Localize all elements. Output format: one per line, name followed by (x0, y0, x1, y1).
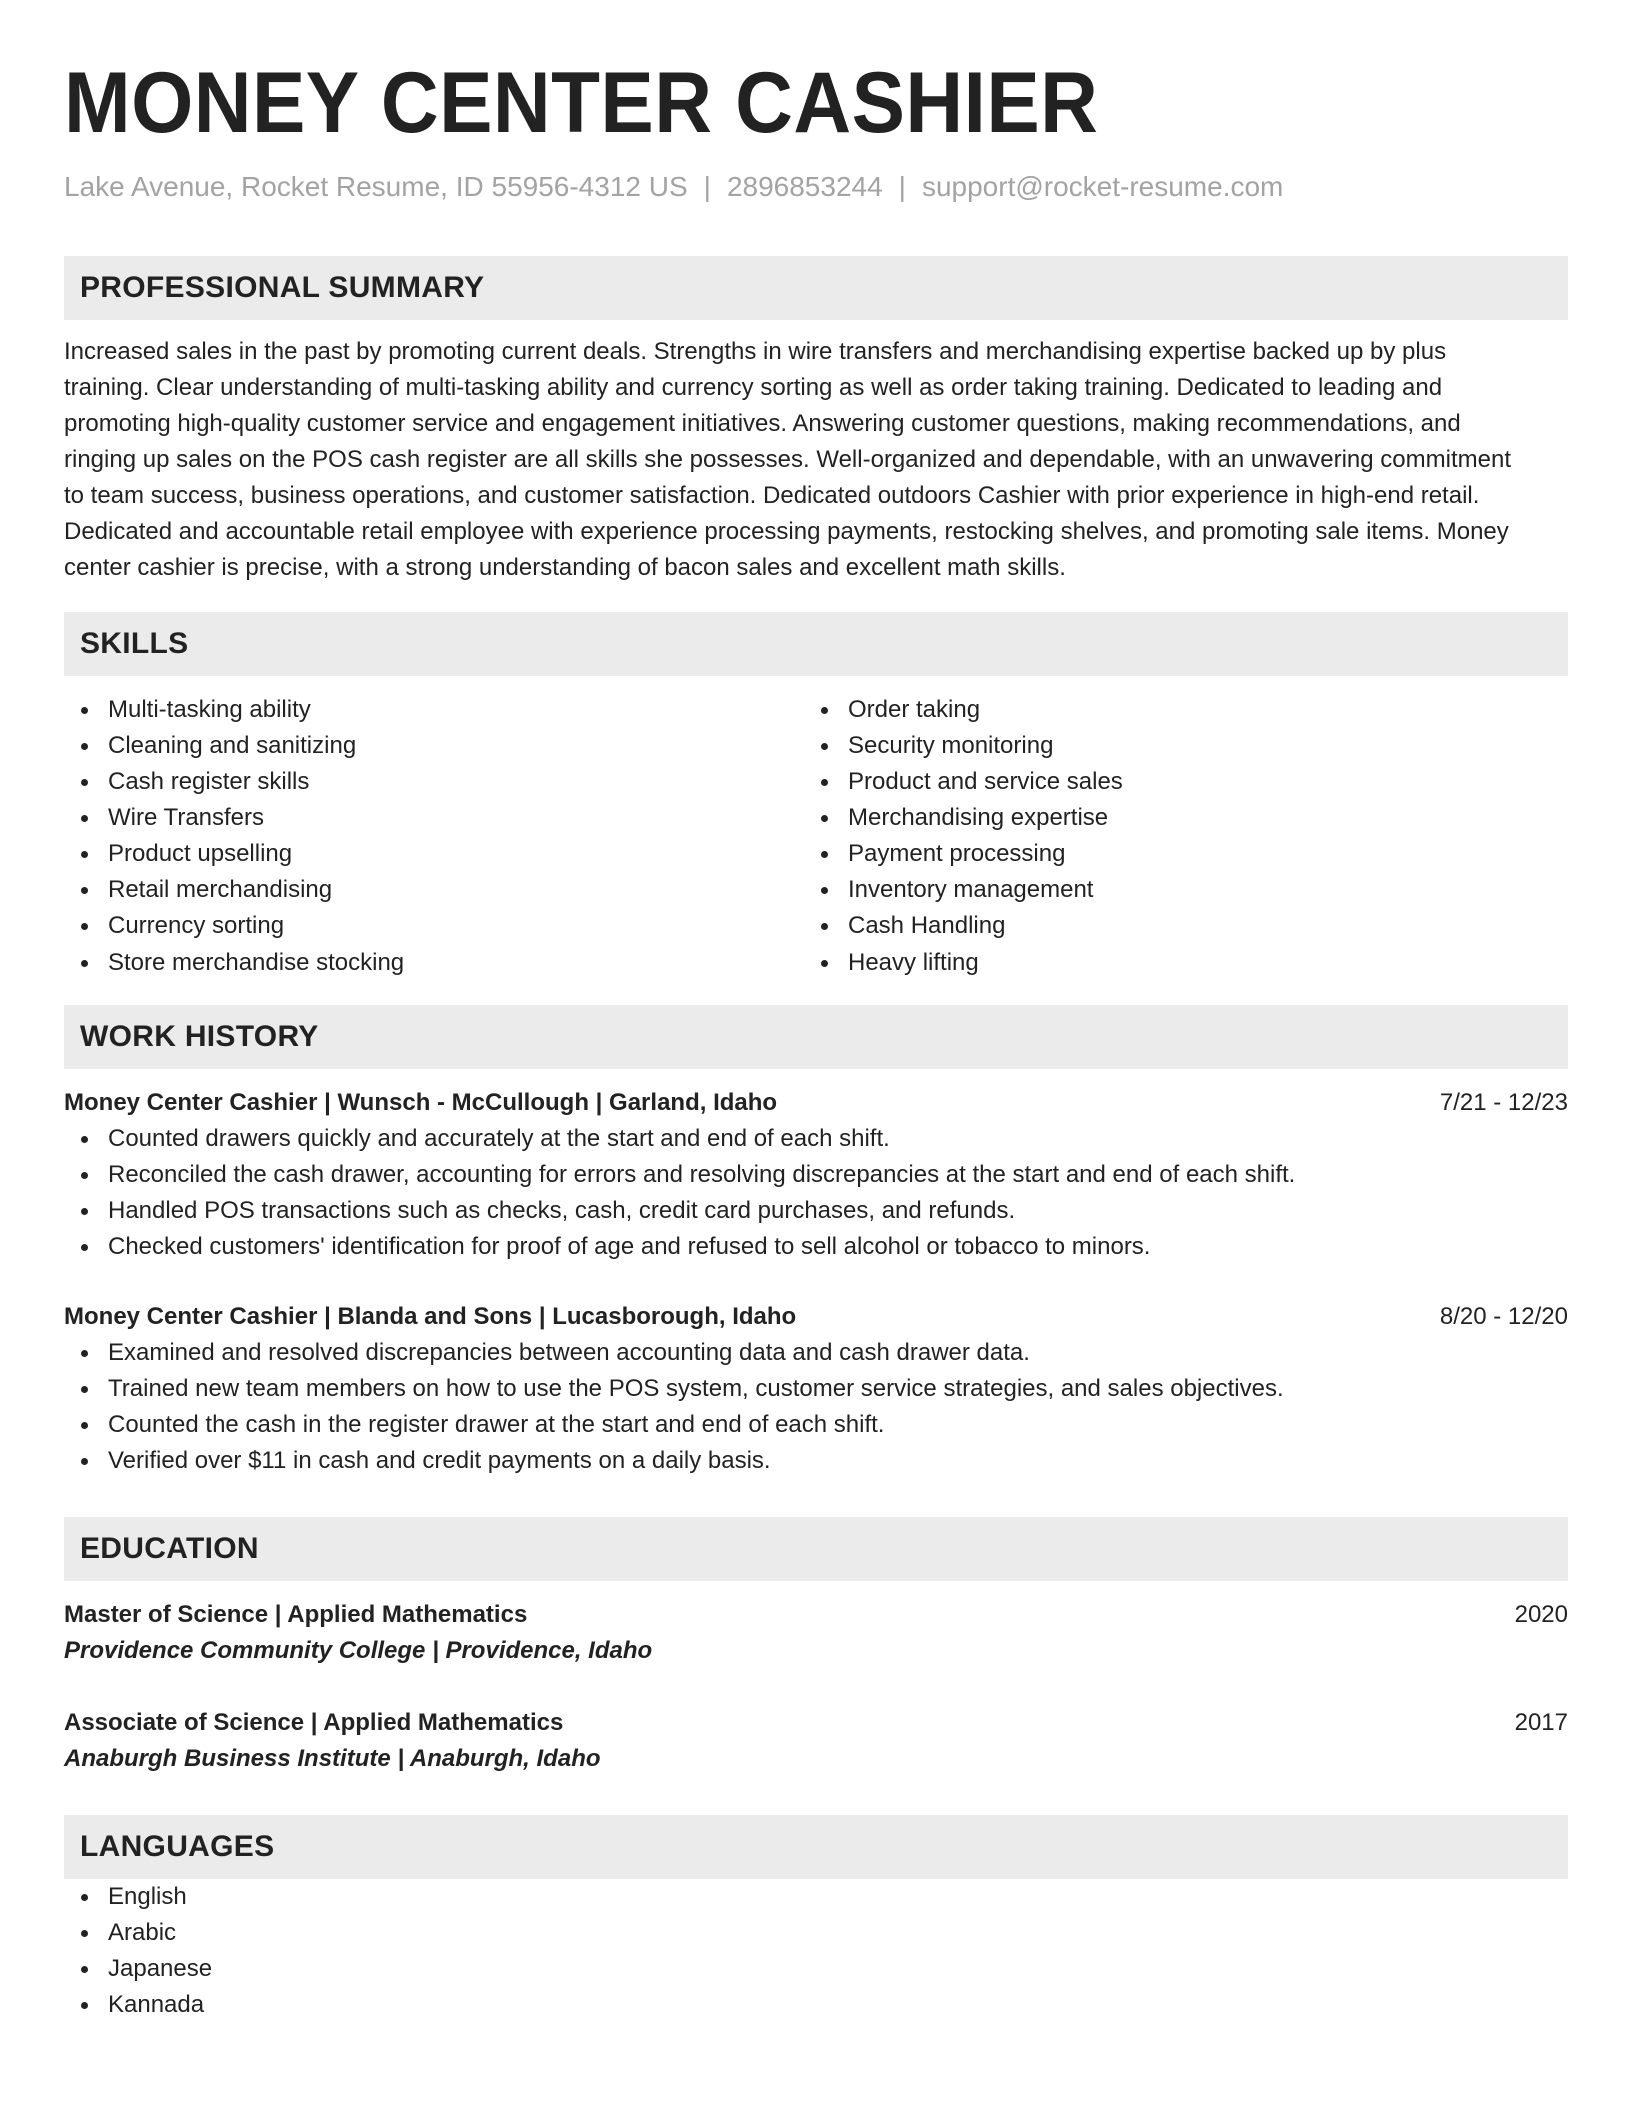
job-header (64, 1085, 1568, 1121)
education-school: Anaburgh Business Institute | Anaburgh, Idaho (64, 1744, 601, 1772)
language-item: Arabic (64, 1915, 1568, 1951)
job-header (64, 1299, 1568, 1335)
contact-separator: | (703, 171, 711, 202)
skill-item: Product and service sales (804, 764, 1544, 800)
skill-item: Cash Handling (804, 908, 1544, 944)
job-duty: Counted drawers quickly and accurately at the start and end of each shift. (64, 1121, 1568, 1157)
section-header-languages: LANGUAGES (64, 1815, 1568, 1879)
section-header-summary: PROFESSIONAL SUMMARY (64, 256, 1568, 320)
skills-column-left (64, 692, 804, 981)
education-degree: Master of Science | Applied Mathematics (64, 1600, 528, 1628)
skill-item: Cleaning and sanitizing (64, 728, 804, 764)
summary-text: Increased sales in the past by promoting current deals. Strengths in wire transfers and merchandising expertise backed up by plus training. Clear understanding of multi-tasking ability and currency sorting as well as order taking training. Dedicated to leading and promoting high-quality customer service and engagement initiatives. Answering customer questions, making recommendations, and ringing up sales on the POS cash register are all skills she possesses. Well-organized and dependable, with an unwavering commitment to team success, business operations, and customer satisfaction. Dedicated outdoors Cashier with prior experience in high-end retail. Dedicated and accountable retail employee with experience processing payments, restocking shelves, and promoting sale items. Money center cashier is precise, with a strong understanding of bacon sales and excellent math skills. (64, 337, 1511, 581)
job-dates: 8/20 - 12/20 (1439, 1302, 1568, 1330)
language-item: Kannada (64, 1987, 1568, 2023)
languages-list (64, 1879, 1568, 2023)
job-duty: Examined and resolved discrepancies between accounting data and cash drawer data. (64, 1335, 1568, 1371)
job-duty: Reconciled the cash drawer, accounting for errors and resolving discrepancies at the start and end of each shift. (64, 1157, 1568, 1193)
skill-item: Inventory management (804, 872, 1544, 908)
job-duty: Trained new team members on how to use the POS system, customer service strategies, and sales objectives. (64, 1371, 1568, 1407)
education-school: Providence Community College | Providence, Idaho (64, 1636, 653, 1664)
section-header-education: EDUCATION (64, 1517, 1568, 1581)
job-title: Money Center Cashier | Blanda and Sons | Lucasborough, Idaho (64, 1302, 797, 1330)
skill-item: Security monitoring (804, 728, 1544, 764)
job-duty: Counted the cash in the register drawer at the start and end of each shift. (64, 1407, 1568, 1443)
skill-item: Currency sorting (64, 908, 804, 944)
contact-address: Lake Avenue, Rocket Resume, ID 55956-4312 US (64, 171, 688, 202)
section-header-work-history: WORK HISTORY (64, 1005, 1568, 1069)
skill-item: Payment processing (804, 836, 1544, 872)
education-year: 2020 (1514, 1600, 1568, 1628)
skill-item: Heavy lifting (804, 945, 1544, 981)
skill-item: Order taking (804, 692, 1544, 728)
job-duties (64, 1121, 1568, 1265)
contact-email: support@rocket-resume.com (921, 171, 1284, 202)
skills-column-right (804, 692, 1544, 981)
education-year: 2017 (1514, 1708, 1568, 1736)
job-duty: Handled POS transactions such as checks, cash, credit card purchases, and refunds. (64, 1193, 1568, 1229)
contact-line (64, 170, 1568, 204)
skill-item: Store merchandise stocking (64, 945, 804, 981)
language-item: Japanese (64, 1951, 1568, 1987)
job-duties (64, 1335, 1568, 1479)
job-dates: 7/21 - 12/23 (1439, 1088, 1568, 1116)
job-title: Money Center Cashier | Wunsch - McCullough | Garland, Idaho (64, 1088, 778, 1116)
contact-phone: 2896853244 (726, 171, 883, 202)
skill-item: Multi-tasking ability (64, 692, 804, 728)
education-entry-header (64, 1705, 1568, 1741)
skill-item: Cash register skills (64, 764, 804, 800)
education-degree: Associate of Science | Applied Mathematics (64, 1708, 564, 1736)
skill-item: Wire Transfers (64, 800, 804, 836)
skill-item: Merchandising expertise (804, 800, 1544, 836)
skills-list (64, 692, 1568, 981)
contact-separator: | (898, 171, 906, 202)
section-header-skills: SKILLS (64, 612, 1568, 676)
skill-item: Retail merchandising (64, 872, 804, 908)
job-duty: Verified over $11 in cash and credit payments on a daily basis. (64, 1443, 1568, 1479)
education-entry-header (64, 1597, 1568, 1633)
job-duty: Checked customers' identification for proof of age and refused to sell alcohol or tobacco to minors. (64, 1229, 1568, 1265)
resume-name: MONEY CENTER CASHIER (64, 55, 1099, 151)
skill-item: Product upselling (64, 836, 804, 872)
language-item: English (64, 1879, 1568, 1915)
